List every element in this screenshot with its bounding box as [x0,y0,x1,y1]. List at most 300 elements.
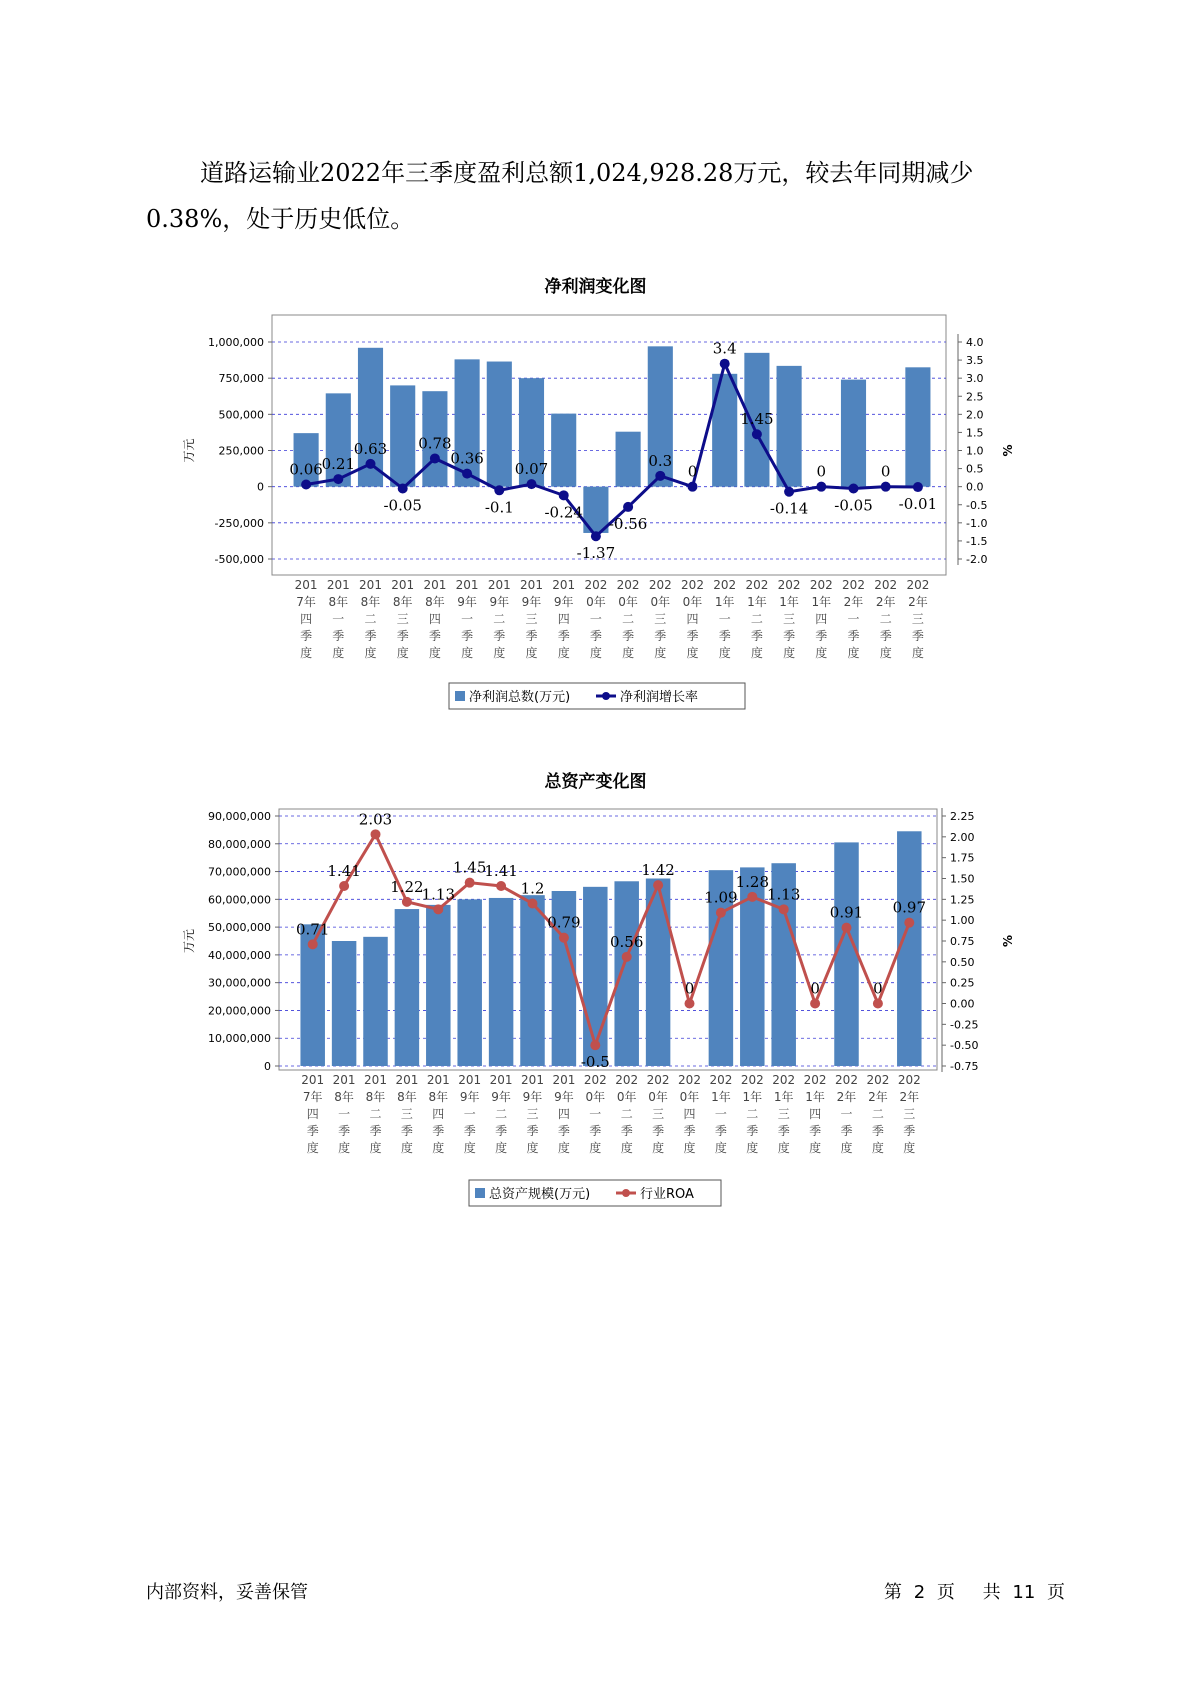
x-tick-label: 度 [879,646,892,660]
legend-bar-swatch [475,1188,485,1198]
x-tick-label: 202 [616,578,640,592]
line-point [779,904,789,914]
data-label: 0.06 [289,460,323,479]
line-point [339,881,349,891]
x-tick-label: 0年 [650,595,671,609]
x-tick-label: 季 [622,629,635,643]
y-tick-label: 1,000,000 [208,336,264,349]
x-tick-label: 0年 [682,595,703,609]
x-tick-label: 季 [493,629,506,643]
data-label: 1.13 [766,885,801,904]
y-tick-label: 70,000,000 [208,865,271,879]
line-point [873,999,883,1009]
data-label: 1.09 [704,888,738,907]
bar [616,432,641,487]
page-suffix: 页 [936,1582,955,1603]
total-pages: 11 [1012,1582,1036,1603]
bar [777,366,802,487]
line-point [398,483,408,493]
x-tick-label: 季 [847,629,860,643]
x-tick-label: 季 [871,1124,884,1138]
x-tick-label: 202 [713,578,737,592]
x-tick-label: 度 [463,1141,476,1155]
x-tick-label: 四 [809,1107,822,1121]
line-point [622,952,632,962]
x-tick-label: 度 [364,646,377,660]
x-tick-label: 9年 [554,1090,574,1104]
data-label: 0.91 [829,903,864,922]
x-tick-label: 季 [686,629,699,643]
x-tick-label: 季 [746,1124,759,1138]
x-tick-label: 一 [332,612,345,626]
x-tick-label: 202 [583,1073,607,1087]
y2-tick-label: 0.00 [950,997,975,1011]
data-label: -0.05 [834,496,873,515]
x-tick-label: 1年 [805,1090,825,1104]
y-axis-label: 万元 [182,438,196,463]
y2-tick-label: -0.50 [950,1039,979,1053]
x-tick-label: 季 [432,1124,445,1138]
x-tick-label: 一 [840,1107,853,1121]
data-label: -0.56 [608,514,648,533]
bar [834,842,858,1066]
data-label: 1.41 [484,862,518,880]
data-label: -0.24 [544,503,583,522]
x-tick-label: 三 [652,1107,665,1121]
total-suffix: 页 [1047,1582,1066,1603]
x-tick-label: 8年 [392,595,413,609]
x-tick-label: 一 [589,1107,602,1121]
x-tick-label: 201 [487,578,511,592]
y2-tick-label: 4.0 [966,336,984,349]
x-tick-label: 1年 [811,595,832,609]
data-label: -0.14 [769,499,809,518]
footer-note: 内部资料，妥善保管 [146,1582,308,1603]
data-label: 1.45 [740,410,774,429]
legend-line-label: 净利润增长率 [620,690,699,705]
x-tick-label: 7年 [296,595,316,609]
x-tick-label: 202 [897,1073,921,1087]
data-label: 1.42 [641,861,675,880]
y-tick-label: 40,000,000 [208,948,271,962]
x-tick-label: 201 [301,1073,325,1087]
legend-line-marker [602,692,610,700]
x-tick-label: 季 [396,629,409,643]
line-point [496,881,506,891]
y2-tick-label: 0.5 [966,462,984,476]
data-label: -0.5 [580,1053,610,1072]
x-tick-label: 季 [461,629,474,643]
line-point [494,485,504,495]
x-tick-label: 2年 [868,1090,888,1104]
x-tick-label: 一 [463,1107,476,1121]
line-point [655,471,665,481]
x-tick-label: 202 [648,578,672,592]
x-tick-label: 8年 [360,595,381,609]
line-point [465,878,475,888]
x-tick-label: 一 [714,1107,727,1121]
x-tick-label: 2年 [836,1090,857,1104]
x-tick-label: 三 [526,1107,539,1121]
x-tick-label: 度 [620,1141,633,1155]
x-tick-label: 202 [772,1073,796,1087]
x-tick-label: 1年 [747,595,767,609]
line-point [842,923,852,933]
bar [363,937,387,1066]
x-tick-label: 季 [306,1124,319,1138]
x-tick-label: 201 [552,1073,576,1087]
y-tick-label: 60,000,000 [208,893,271,907]
x-tick-label: 度 [493,646,506,660]
x-tick-label: 度 [589,1141,602,1155]
x-tick-label: 202 [740,1073,764,1087]
y2-tick-label: 1.75 [950,851,975,865]
y-axis-label: 万元 [182,928,196,954]
chart1-title: 净利润变化图 [544,277,647,297]
x-tick-label: 8年 [425,595,445,609]
bar [614,881,638,1066]
x-tick-label: 一 [718,612,731,626]
x-tick-label: 0年 [679,1090,700,1104]
legend-line-marker [622,1189,630,1197]
x-tick-label: 季 [400,1124,413,1138]
data-label: 2.03 [358,810,393,829]
bar [390,385,415,486]
x-tick-label: 季 [750,629,763,643]
x-tick-label: 202 [866,1073,890,1087]
x-tick-label: 二 [871,1107,884,1121]
x-tick-label: 201 [395,1073,419,1087]
y2-tick-label: 2.00 [950,830,975,844]
y2-tick-label: 2.0 [966,408,984,422]
y2-tick-label: 1.5 [966,426,984,440]
y-tick-label: -500,000 [214,553,264,566]
y2-tick-label: -0.25 [950,1018,979,1032]
data-label: 1.2 [520,879,545,898]
x-tick-label: 四 [683,1107,696,1121]
x-tick-label: 季 [557,629,570,643]
bar [395,909,419,1066]
line-point [688,482,698,492]
x-tick-label: 201 [426,1073,450,1087]
line-point [720,359,730,369]
x-tick-label: 8年 [334,1090,354,1104]
x-tick-label: 202 [681,578,704,592]
y2-tick-label: 3.5 [966,354,984,368]
x-tick-label: 202 [646,1073,670,1087]
net-profit-chart [0,300,1191,750]
x-tick-label: 一 [338,1107,351,1121]
total-assets-chart [0,795,1191,1235]
x-tick-label: 度 [871,1141,884,1155]
x-tick-label: 季 [557,1124,570,1138]
bar [520,895,544,1066]
y2-tick-label: 1.0 [966,444,984,458]
data-label: -1.37 [576,544,616,563]
x-tick-label: 9年 [459,1090,480,1104]
y-tick-label: -250,000 [214,516,264,530]
x-tick-label: 三 [525,612,538,626]
x-tick-label: 度 [686,646,699,660]
x-tick-label: 201 [552,578,576,592]
bar [583,887,607,1066]
x-tick-label: 季 [589,1124,602,1138]
x-tick-label: 季 [911,629,924,643]
x-tick-label: 二 [364,612,377,626]
line-point [810,999,820,1009]
legend-bar-label: 总资产规模(万元) [489,1187,591,1202]
data-label: 3.4 [712,339,737,358]
y-tick-label: 90,000,000 [208,810,271,823]
x-tick-label: 二 [369,1107,382,1121]
data-label: -0.05 [383,496,422,515]
bar [426,905,450,1066]
y2-tick-label: 1.50 [950,872,975,886]
x-tick-label: 季 [840,1124,853,1138]
data-label: 1.28 [735,872,770,891]
bar [489,898,513,1066]
x-tick-label: 一 [461,612,474,626]
y2-tick-label: -2.0 [966,553,988,566]
x-tick-label: 9年 [491,1090,511,1104]
line-point [559,490,569,500]
x-tick-label: 0年 [585,1090,606,1104]
data-label: 0.36 [450,449,484,468]
x-tick-label: 季 [652,1124,665,1138]
x-tick-label: 0年 [586,595,606,609]
line-point [623,502,633,512]
line-point [301,479,311,489]
x-tick-label: 202 [745,578,769,592]
line-point [747,892,757,902]
x-tick-label: 季 [903,1124,916,1138]
x-tick-label: 202 [803,1073,827,1087]
data-label: 1.13 [421,885,456,904]
x-tick-label: 度 [525,646,538,660]
line-point [816,482,826,492]
line-point [904,918,914,928]
x-tick-label: 度 [903,1141,916,1155]
line-point [881,482,891,492]
x-tick-label: 1年 [711,1090,731,1104]
legend-bar-label: 净利润总数(万元) [469,690,571,705]
page-indicator [884,1578,1065,1604]
x-tick-label: 201 [364,1073,387,1087]
x-tick-label: 度 [809,1141,822,1155]
x-tick-label: 度 [338,1141,351,1155]
x-tick-label: 度 [495,1141,508,1155]
x-tick-label: 8年 [397,1090,417,1104]
bar [457,899,481,1066]
x-tick-label: 201 [423,578,447,592]
x-tick-label: 度 [783,646,796,660]
x-tick-label: 四 [432,1107,445,1121]
x-tick-label: 202 [709,1073,733,1087]
x-tick-label: 度 [432,1141,445,1155]
page-number: 2 [913,1582,926,1603]
x-tick-label: 0年 [618,595,638,609]
x-tick-label: 度 [654,646,667,660]
data-label: 0.71 [295,920,330,939]
line-point [590,1040,600,1050]
x-tick-label: 一 [589,612,602,626]
x-tick-label: 9年 [553,595,574,609]
line-point [752,429,762,439]
x-tick-label: 9年 [489,595,510,609]
x-tick-label: 7年 [302,1090,323,1104]
page-prefix: 第 [884,1582,902,1603]
x-tick-label: 二 [750,612,763,626]
x-tick-label: 四 [557,612,570,626]
data-label: 0 [687,462,698,481]
line-point [653,880,663,890]
y-tick-label: 0 [257,480,264,494]
summary-paragraph [146,150,1061,242]
bar [551,414,576,487]
x-tick-label: 度 [750,646,763,660]
x-tick-label: 度 [718,646,731,660]
x-tick-label: 度 [683,1141,696,1155]
data-label: 1.41 [327,862,361,880]
data-label: 0.78 [418,434,452,453]
x-tick-label: 二 [493,612,506,626]
y2-tick-label: 1.25 [950,893,975,907]
x-tick-label: 度 [461,646,474,660]
x-tick-label: 0年 [616,1090,637,1104]
y2-tick-label: 0.0 [966,480,984,494]
data-label: 0.21 [321,455,356,474]
x-tick-label: 度 [777,1141,790,1155]
x-tick-label: 度 [714,1141,727,1155]
x-tick-label: 度 [332,646,345,660]
y-tick-label: 80,000,000 [208,837,271,851]
y2-tick-label: 2.25 [950,810,975,823]
x-tick-label: 201 [326,578,350,592]
bar [332,941,356,1066]
x-tick-label: 季 [683,1124,696,1138]
x-tick-label: 季 [300,629,313,643]
y-tick-label: 30,000,000 [208,976,271,990]
total-prefix: 共 [982,1582,1001,1603]
y2-tick-label: 0.50 [950,955,975,969]
x-tick-label: 季 [589,629,602,643]
x-tick-label: 季 [364,629,377,643]
x-tick-label: 二 [622,612,635,626]
x-tick-label: 度 [557,646,570,660]
x-tick-label: 度 [300,646,313,660]
x-tick-label: 201 [359,578,382,592]
x-tick-label: 季 [777,1124,790,1138]
x-tick-label: 9年 [521,595,542,609]
line-point [308,939,318,949]
x-tick-label: 三 [654,612,667,626]
x-tick-label: 四 [306,1107,319,1121]
y2-tick-label: -1.5 [966,534,988,548]
x-tick-label: 度 [428,646,441,660]
chart2-title: 总资产变化图 [544,772,647,792]
x-tick-label: 201 [294,578,318,592]
line-point [366,459,376,469]
x-tick-label: 度 [396,646,409,660]
y2-axis-label: % [1001,934,1015,948]
legend-line-label: 行业ROA [640,1187,694,1202]
x-tick-label: 202 [615,1073,639,1087]
data-label: 0.3 [648,451,673,470]
x-tick-label: 四 [428,612,441,626]
y2-tick-label: -0.5 [966,498,988,512]
x-tick-label: 三 [911,612,924,626]
y-tick-label: 20,000,000 [208,1004,271,1018]
line-point [371,829,381,839]
x-tick-label: 季 [654,629,667,643]
x-tick-label: 9年 [457,595,477,609]
x-tick-label: 度 [306,1141,319,1155]
x-tick-label: 9年 [522,1090,543,1104]
x-tick-label: 8年 [365,1090,386,1104]
x-tick-label: 度 [526,1141,539,1155]
x-tick-label: 度 [840,1141,853,1155]
x-tick-label: 度 [911,646,924,660]
data-label: 0 [880,462,891,481]
x-tick-label: 季 [428,629,441,643]
line-point [784,487,794,497]
y-tick-label: 10,000,000 [208,1032,271,1046]
x-tick-label: 1年 [773,1090,794,1104]
data-label: 0 [684,979,695,998]
data-label: -0.01 [898,495,938,514]
data-label: 0.97 [892,898,927,917]
y2-tick-label: 1.00 [950,914,975,928]
x-tick-label: 季 [783,629,796,643]
x-tick-label: 二 [879,612,892,626]
x-tick-label: 2年 [875,595,896,609]
x-tick-label: 三 [400,1107,413,1121]
x-tick-label: 202 [842,578,865,592]
x-tick-label: 度 [746,1141,759,1155]
y2-tick-label: 0.25 [950,976,975,990]
bar [712,374,737,487]
x-tick-label: 度 [400,1141,413,1155]
data-label: 0 [810,979,820,998]
data-label: -0.1 [484,498,514,517]
x-tick-label: 季 [332,629,345,643]
x-tick-label: 202 [584,578,608,592]
x-tick-label: 季 [718,629,731,643]
x-tick-label: 三 [783,612,796,626]
x-tick-label: 8年 [328,595,349,609]
data-label: 0.79 [547,913,581,932]
x-tick-label: 季 [338,1124,351,1138]
x-tick-label: 201 [520,578,543,592]
line-point [849,483,859,493]
x-tick-label: 季 [714,1124,727,1138]
x-tick-label: 2年 [843,595,864,609]
y-tick-label: 250,000 [218,444,264,458]
x-tick-label: 季 [526,1124,539,1138]
x-tick-label: 四 [815,612,828,626]
x-tick-label: 季 [369,1124,382,1138]
bar [905,367,930,486]
x-tick-label: 202 [678,1073,701,1087]
x-tick-label: 202 [777,578,801,592]
x-tick-label: 三 [777,1107,790,1121]
summary-text: 道路运输业2022年三季度盈利总额1,024,928.28万元，较去年同期减少0.38%，处于历史低位。 [146,159,974,233]
y-tick-label: 500,000 [218,408,264,422]
line-point [430,453,440,463]
x-tick-label: 季 [815,629,828,643]
x-tick-label: 2年 [899,1090,920,1104]
data-label: 0.56 [609,932,644,951]
